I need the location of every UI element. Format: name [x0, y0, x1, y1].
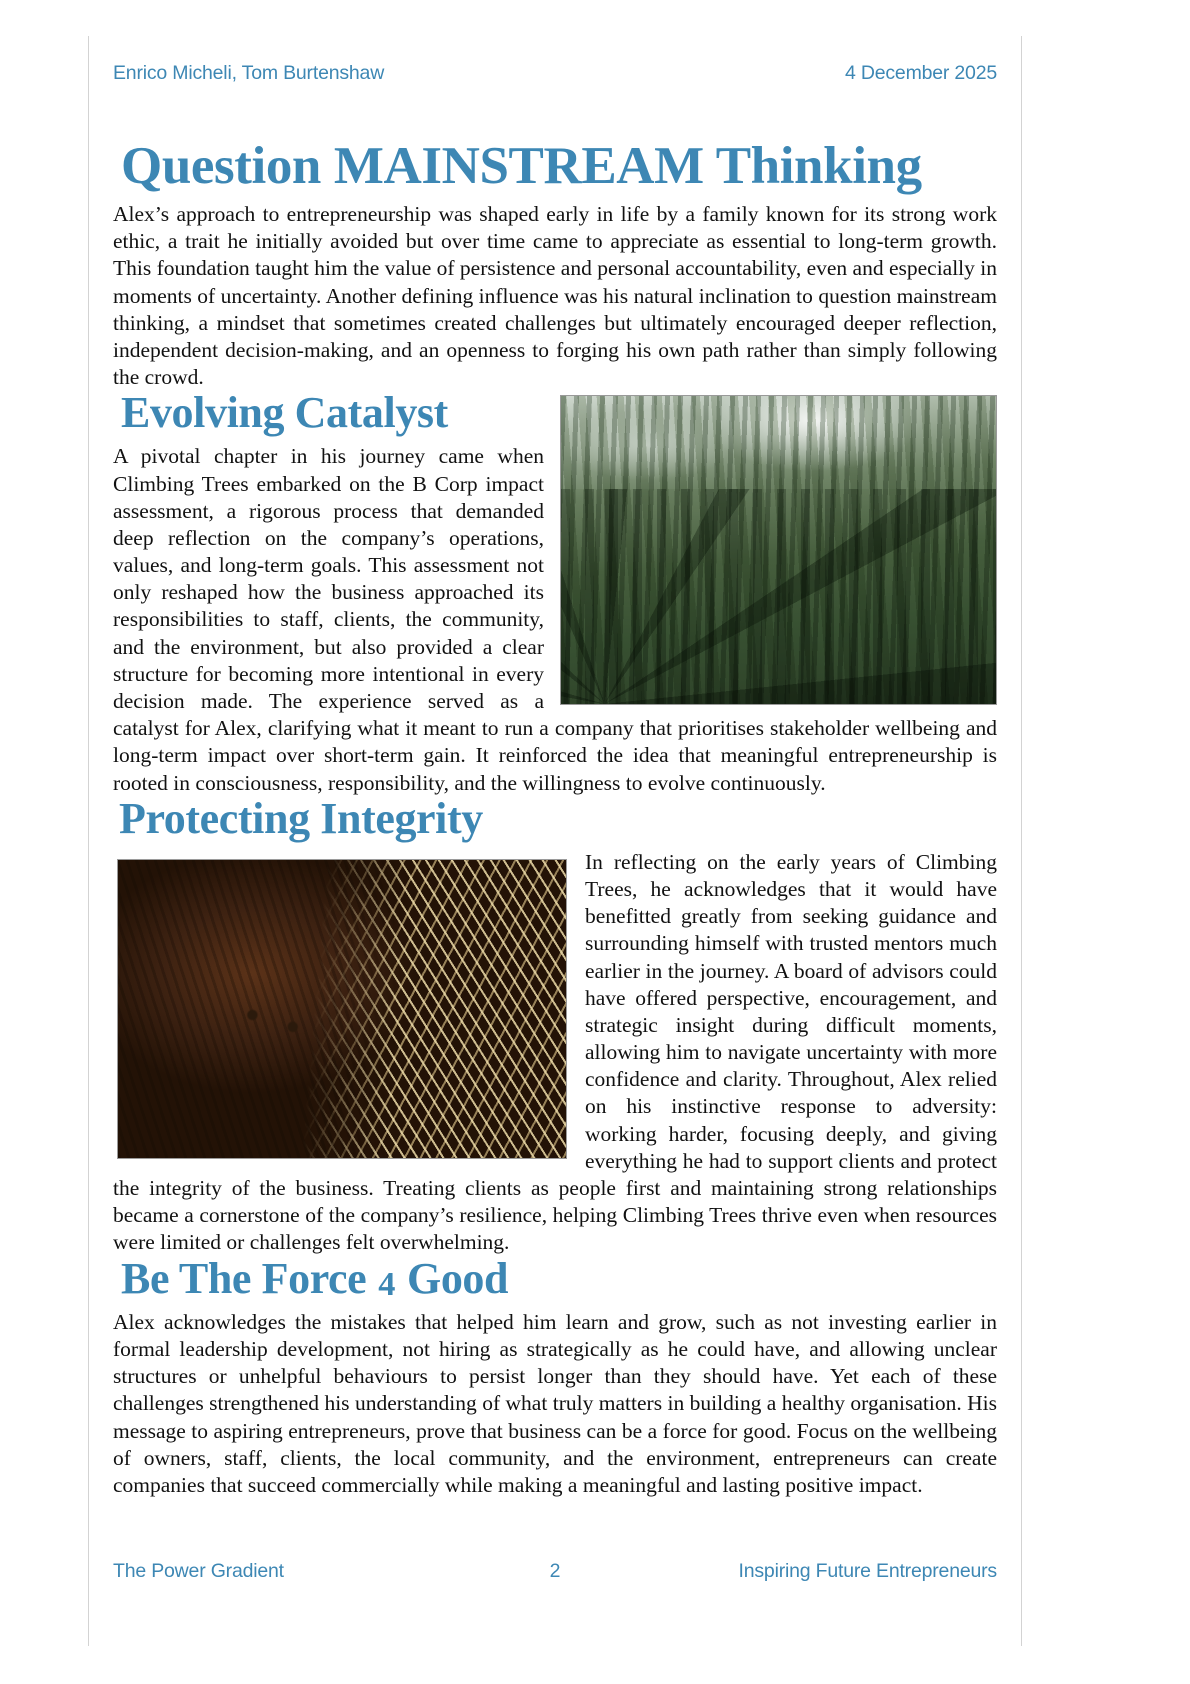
running-foot-right: Inspiring Future Entrepreneurs	[738, 1560, 997, 1582]
heading-text-before: Be The Force	[121, 1253, 377, 1303]
section-heading-be-the-force-4-good	[113, 1253, 997, 1303]
section-heading-evolving-catalyst: Evolving Catalyst	[121, 388, 448, 438]
orangutan-resting-photo	[117, 859, 567, 1159]
heading-numeral-four: 4	[378, 1264, 396, 1303]
article-intro-paragraph: Alex’s approach to entrepreneurship was shaped early in life by a family known for its strong work ethic, a trait he initially avoided but over time came to appreciate as essential to long-term growth. This foundation taught him the value of persistence and personal accountability, even and especially in moments of uncertainty. Another defining influence was his natural inclination to question mainstream thinking, a mindset that sometimes created challenges but ultimately encouraged deeper reflection, independent decision-making, and an openness to forging his own path rather than simply following the crowd.	[113, 202, 998, 390]
left-margin-rule	[88, 36, 89, 1646]
page-number: 2	[549, 1560, 561, 1582]
section-body-be-the-force-4-good: Alex acknowledges the mistakes that helped him learn and grow, such as not investing earlier in formal leadership development, not hiring as strategically as he could have, and allowing unclear structures or unhelpful behaviours to persist longer than they should have. Yet each of these challenges strengthened his understanding of what truly matters in building a healthy organisation. His message to aspiring entrepreneurs, prove that business can be a force for good. Focus on the wellbeing of owners, staff, clients, the local community, and the environment, entrepreneurs can create companies that succeed commercially while making a meaningful and lasting positive impact.	[113, 1309, 997, 1498]
misty-pine-forest-photo	[560, 395, 997, 705]
running-head	[113, 62, 997, 85]
running-foot	[113, 1560, 997, 1583]
section-body-protecting-integrity: In reflecting on the early years of Climbing Trees, he acknowledges that it would have benefitted greatly from seeking guidance and surrounding himself with trusted mentors much earlier in the journey. A board of advisors could have offered perspective, encouragement, and strategic insight during difficult moments, allowing him to navigate uncertainty with more confidence and clarity. Throughout, Alex relied on his instinctive response to adversity: working harder, focusing deeply, and giving everything he had to support clients and protect the integrity of the business. Treating clients as people first and maintaining strong relationships became a cornerstone of the company’s resilience, helping Climbing Trees thrive even when resources were limited or challenges felt overwhelming.	[113, 849, 997, 1255]
running-foot-left: The Power Gradient	[113, 1560, 284, 1582]
section-body-evolving-catalyst: A pivotal chapter in his journey came when Climbing Trees embarked on the B Corp impact assessment, a rigorous process that demanded deep reflection on the company’s operations, values, and long-term goals. This assessment not only reshaped how the business approached its responsibilities to staff, clients, the community, and the environment, but also provided a clear structure for becoming more intentional in every decision made. The experience served as a catalyst for Alex, clarifying what it meant to run a company that prioritises stakeholder wellbeing and long-term impact over short-term gain. It reinforced the idea that meaningful entrepreneurship is rooted in consciousness, responsibility, and the willingness to evolve continuously.	[113, 444, 997, 795]
running-head-authors: Enrico Micheli, Tom Burtenshaw	[113, 62, 385, 84]
page-content	[113, 0, 997, 1684]
article	[113, 137, 998, 1499]
heading-text-after: Good	[396, 1253, 509, 1303]
article-title: Question MAINSTREAM Thinking	[121, 137, 922, 195]
running-head-date: 4 December 2025	[844, 62, 997, 84]
right-margin-rule	[1021, 36, 1022, 1646]
section-heading-protecting-integrity: Protecting Integrity	[119, 793, 483, 843]
